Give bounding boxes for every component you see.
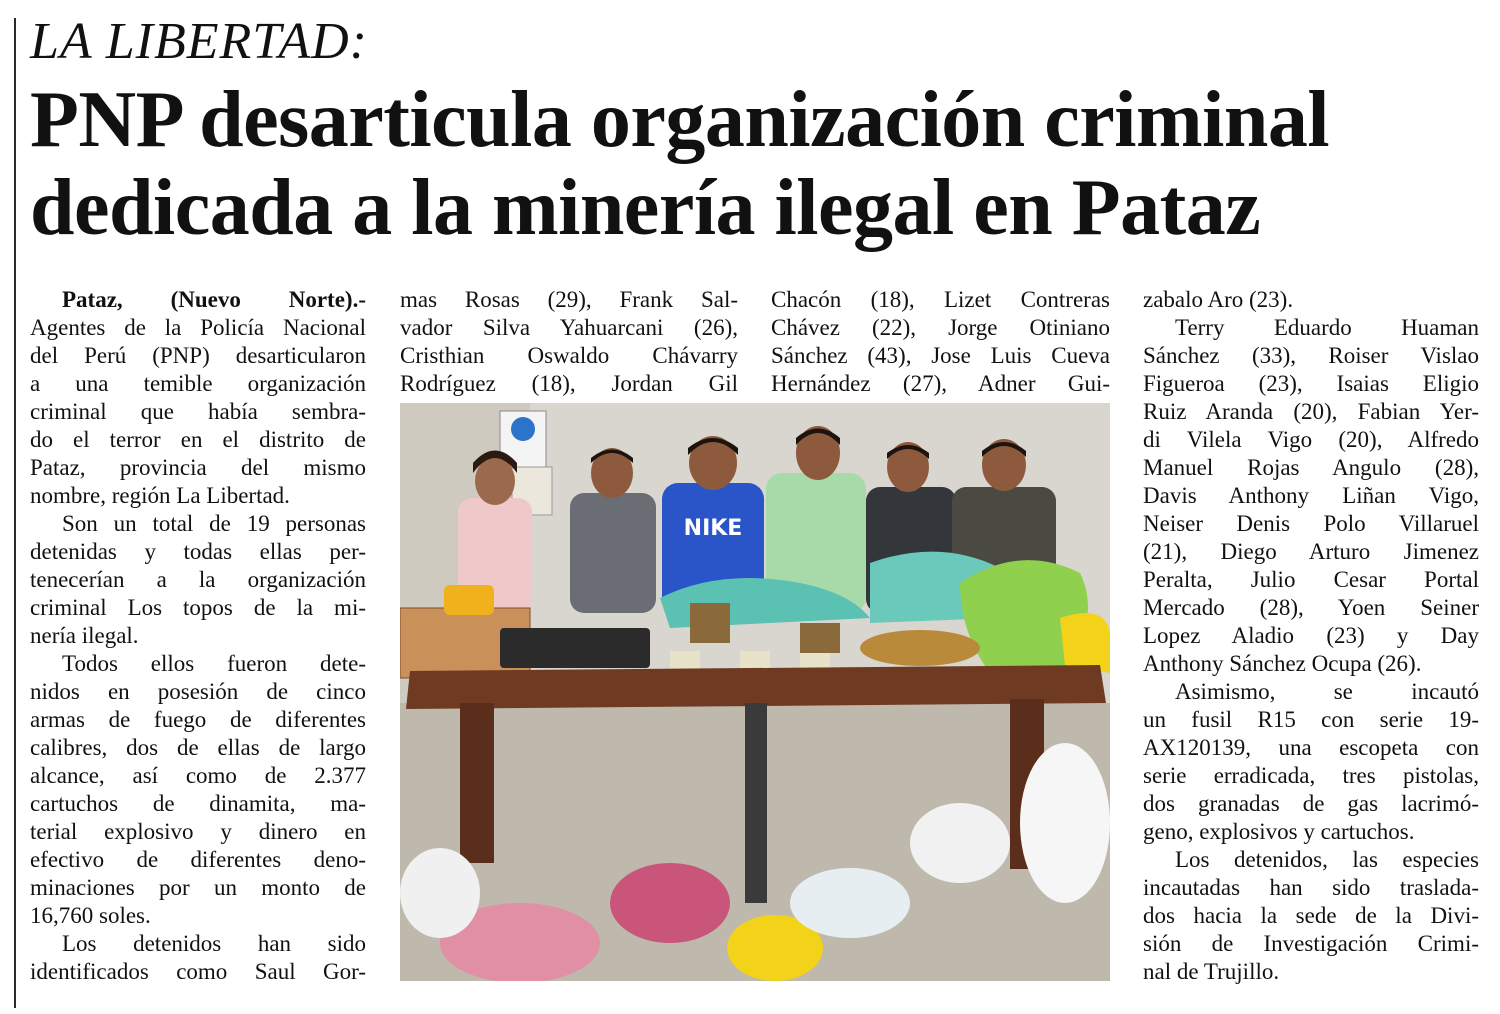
body-line: Anthony Sánchez Ocupa (26). xyxy=(1143,651,1422,676)
body-line: tenecerían a la organización xyxy=(30,567,366,592)
photo-bag-pink-2 xyxy=(610,863,730,943)
body-line: Son un total de 19 personas xyxy=(62,511,366,536)
body-line: nidos en posesión de cinco xyxy=(30,679,366,704)
body-line: un fusil R15 con serie 19- xyxy=(1143,707,1479,732)
body-line: Neiser Denis Polo Villaruel xyxy=(1143,511,1479,536)
body-line: Agentes de la Policía Nacional xyxy=(30,315,366,340)
body-line: Terry Eduardo Huaman xyxy=(1175,315,1479,340)
body-line: serie erradicada, tres pistolas, xyxy=(1143,763,1479,788)
body-line: incautadas han sido traslada- xyxy=(1143,875,1479,900)
body-line: a una temible organización xyxy=(30,371,366,396)
body-line: Hernández (27), Adner Gui- xyxy=(771,371,1110,396)
body-line: geno, explosivos y cartuchos. xyxy=(1143,819,1415,844)
body-column-4 xyxy=(1143,286,1479,986)
news-photo xyxy=(400,403,1110,981)
body-line: Lopez Aladio (23) y Day xyxy=(1143,623,1479,648)
body-line: detenidas y todas ellas per- xyxy=(30,539,366,564)
body-line: mas Rosas (29), Frank Sal- xyxy=(400,287,738,312)
body-line: nombre, región La Libertad. xyxy=(30,483,290,508)
body-line: Chávez (22), Jorge Otiniano xyxy=(771,315,1110,340)
body-line: Manuel Rojas Angulo (28), xyxy=(1143,455,1479,480)
body-line: vador Silva Yahuarcani (26), xyxy=(400,315,738,340)
body-line: Pataz, (Nuevo Norte).- xyxy=(62,287,366,312)
body-line: dos granadas de gas lacrimó- xyxy=(1143,791,1479,816)
body-line: Peralta, Julio Cesar Portal xyxy=(1143,567,1479,592)
column-rule xyxy=(14,18,16,1008)
body-line: Todos ellos fueron dete- xyxy=(62,651,366,676)
photo-table-post xyxy=(745,703,767,903)
body-line: alcance, así como de 2.377 xyxy=(30,763,366,788)
shirt-print: NIKE xyxy=(683,516,743,541)
body-line: nería ilegal. xyxy=(30,623,139,648)
body-line: criminal que había sembra- xyxy=(30,399,366,424)
body-line: criminal Los topos de la mi- xyxy=(30,595,366,620)
photo-ammo xyxy=(860,630,980,666)
photo-table-leg-left xyxy=(460,703,494,863)
body-line: del Perú (PNP) desarticularon xyxy=(30,343,366,368)
photo-yellow-bag-right xyxy=(1060,613,1110,673)
photo-sign-icon xyxy=(511,417,535,441)
body-line: do el terror en el distrito de xyxy=(30,427,366,452)
body-line: efectivo de diferentes deno- xyxy=(30,847,366,872)
body-line: Chacón (18), Lizet Contreras xyxy=(771,287,1110,312)
body-line: Los detenidos, las especies xyxy=(1175,847,1479,872)
photo-bag-white-3 xyxy=(1020,743,1110,903)
body-line: dos hacia la sede de la Divi- xyxy=(1143,903,1479,928)
body-line: Sánchez (33), Roiser Vislao xyxy=(1143,343,1479,368)
body-line: Ruiz Aranda (20), Fabian Yer- xyxy=(1143,399,1479,424)
body-line: Rodríguez (18), Jordan Gil xyxy=(400,371,738,396)
kicker: LA LIBERTAD: xyxy=(30,13,368,70)
body-line: Sánchez (43), Jose Luis Cueva xyxy=(771,343,1110,368)
body-line: cartuchos de dinamita, ma- xyxy=(30,791,366,816)
body-line: Cristhian Oswaldo Chávarry xyxy=(400,343,738,368)
body-line: AX120139, una escopeta con xyxy=(1143,735,1479,760)
body-column-2 xyxy=(400,286,738,398)
headline-line-1: PNP desarticula organización criminal xyxy=(30,76,1330,164)
body-column-3 xyxy=(771,286,1110,398)
body-line: Los detenidos han sido xyxy=(62,931,366,956)
body-line: Mercado (28), Yoen Seiner xyxy=(1143,595,1479,620)
photo-table-top xyxy=(406,665,1106,709)
body-line: Figueroa (23), Isaias Eligio xyxy=(1143,371,1479,396)
body-line: Asimismo, se incautó xyxy=(1175,679,1479,704)
body-column-1 xyxy=(30,286,366,986)
body-line: zabalo Aro (23). xyxy=(1143,287,1294,312)
body-line: nal de Trujillo. xyxy=(1143,959,1280,984)
photo-bag-white-2 xyxy=(910,803,1010,883)
body-line: sión de Investigación Crimi- xyxy=(1143,931,1479,956)
body-line: minaciones por un monto de xyxy=(30,875,366,900)
body-line: Pataz, provincia del mismo xyxy=(30,455,366,480)
body-line: (21), Diego Arturo Jimenez xyxy=(1143,539,1479,564)
body-line: di Vilela Vigo (20), Alfredo xyxy=(1143,427,1479,452)
photo-tape-roll xyxy=(444,585,494,615)
photo-bag-white xyxy=(790,868,910,938)
body-line: identificados como Saul Gor- xyxy=(30,959,366,984)
body-line: armas de fuego de diferentes xyxy=(30,707,366,732)
body-line: 16,760 soles. xyxy=(30,903,151,928)
photo-bag-white-4 xyxy=(400,848,480,938)
photo-rifles xyxy=(500,628,650,668)
body-line: calibres, dos de ellas de largo xyxy=(30,735,366,760)
headline-line-2: dedicada a la minería ilegal en Pataz xyxy=(30,164,1261,252)
photo-cartridges xyxy=(690,603,730,643)
body-line: terial explosivo y dinero en xyxy=(30,819,366,844)
headline xyxy=(30,76,1490,252)
body-line: Davis Anthony Liñan Vigo, xyxy=(1143,483,1479,508)
photo-cartridges-2 xyxy=(800,623,840,653)
photo-illustration xyxy=(400,403,1110,981)
